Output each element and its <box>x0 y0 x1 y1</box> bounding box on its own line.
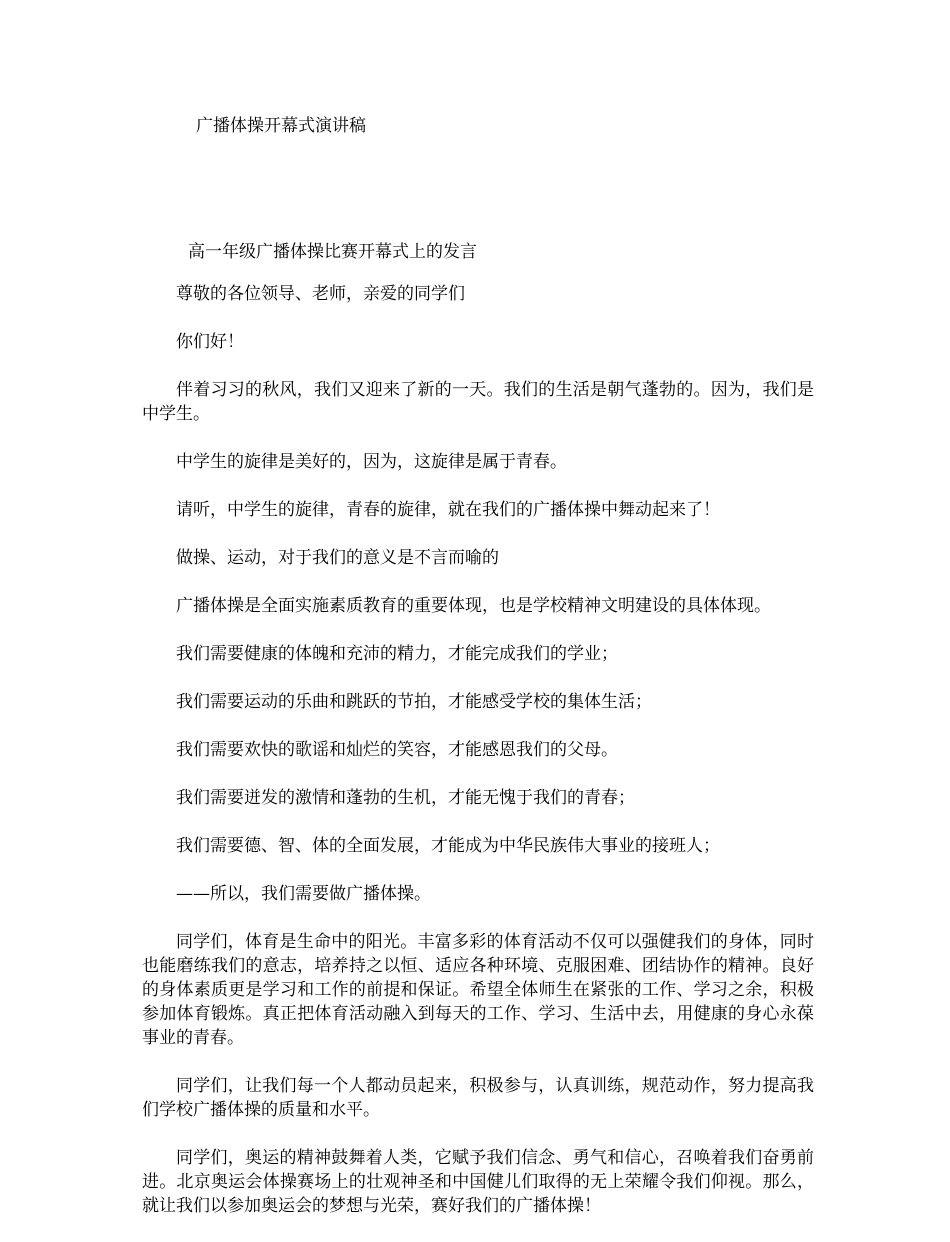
paragraph-quality-education: 广播体操是全面实施素质教育的重要体现，也是学校精神文明建设的具体体现。 <box>176 596 771 616</box>
paragraph-need-rhythm: 我们需要运动的乐曲和跳跃的节拍，才能感受学校的集体生活； <box>176 692 652 712</box>
paragraph-sports-sunshine: 同学们，体育是生命中的阳光。丰富多彩的体育活动不仅可以强健我们的身体，同时也能磨练我们的意志，培养持之以恒、适应各种环境、克服困难、团结协作的精神。良好的身体素质更是学习和工作的前提和保证。希望全体师生在紧张的工作、学习之余，积极参加体育锻炼。真正把体育活动融入到每天的工作、学习、生活中去，用健康的身心永葆事业的青春。 <box>142 932 814 1048</box>
paragraph-need-development: 我们需要德、智、体的全面发展，才能成为中华民族伟大事业的接班人； <box>176 836 720 856</box>
paragraph-listen: 请听，中学生的旋律，青春的旋律，就在我们的广播体操中舞动起来了！ <box>176 500 720 520</box>
paragraph-need-songs: 我们需要欢快的歌谣和灿烂的笑容，才能感恩我们的父母。 <box>176 740 618 760</box>
speech-subtitle: 高一年级广播体操比赛开幕式上的发言 <box>188 242 477 262</box>
paragraph-hello: 你们好！ <box>176 332 244 352</box>
paragraph-melody: 中学生的旋律是美好的，因为，这旋律是属于青春。 <box>176 452 567 472</box>
paragraph-olympic-spirit: 同学们，奥运的精神鼓舞着人类，它赋予我们信念、勇气和信心，召唤着我们奋勇前进。北京奥运会体操赛场上的壮观神圣和中国健儿们取得的无上荣耀令我们仰视。那么，就让我们以参加奥运会的梦想与光荣，赛好我们的广播体操！ <box>142 1148 814 1216</box>
paragraph-therefore: ——所以，我们需要做广播体操。 <box>176 884 431 904</box>
paragraph-greeting: 尊敬的各位领导、老师，亲爱的同学们 <box>176 284 465 304</box>
paragraph-need-health: 我们需要健康的体魄和充沛的精力，才能完成我们的学业； <box>176 644 618 664</box>
document-title: 广播体操开幕式演讲稿 <box>196 116 366 136</box>
paragraph-need-passion: 我们需要迸发的激情和蓬勃的生机，才能无愧于我们的青春； <box>176 788 635 808</box>
paragraph-exercise-meaning: 做操、运动，对于我们的意义是不言而喻的 <box>176 548 499 568</box>
paragraph-autumn-wind: 伴着习习的秋风，我们又迎来了新的一天。我们的生活是朝气蓬勃的。因为，我们是中学生。 <box>142 380 814 424</box>
paragraph-mobilize: 同学们，让我们每一个人都动员起来，积极参与，认真训练，规范动作，努力提高我们学校广播体操的质量和水平。 <box>142 1076 814 1120</box>
document-body <box>142 282 814 1242</box>
